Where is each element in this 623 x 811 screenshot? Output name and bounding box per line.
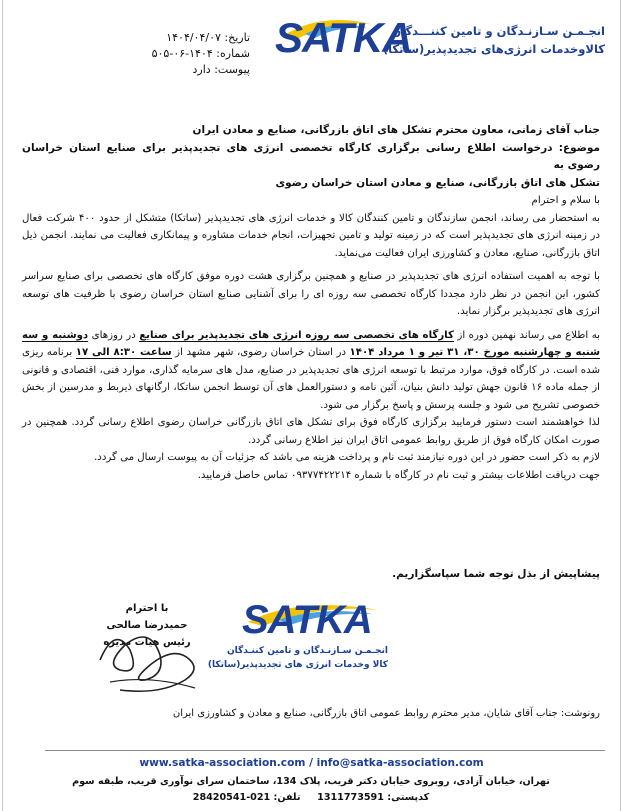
greeting: با سلام و احترام bbox=[531, 195, 600, 206]
footer-divider bbox=[45, 750, 605, 751]
paragraph-announcement bbox=[22, 327, 600, 415]
number-label: شماره: bbox=[216, 47, 250, 60]
paragraph-intro: به استحضار می رساند، انجمن سازندگان و تامین کنندگان کالا و خدمات انرژی های تجدیدپذیر (ساتکا) متشکل از حدود ۴۰۰ شرکت فعال در زمینه انرژی های تجدیدپذیر است که در زمینه تولید و تامین تجهیزات، انجام خدمات مشاوره و پیمانکاری فعالیت می نمایند. انجمن ذیل اتاق بازرگانی، صنایع، معادن و کشاورزی ایران فعالیت می‌نماید. bbox=[22, 212, 601, 259]
footer-address-block bbox=[22, 774, 600, 806]
p3-workshop-hours: ساعت ۸:۳۰ الی ۱۷ bbox=[75, 347, 172, 358]
p3-text-g: برنامه ریزی شده است. در کارگاه فوق، موارد مرتبط با توسعه انرژی های تجدیدپذیر در صنایع، مدل های سرمایه گذاری، موارد فنی، اقتصادی و قانونی از جمله ماده ۱۶ قانون جهش تولید دانش بنیان، آئین نامه و دستورالعمل های آن توسط انجمن ساتکا، ارگانهای ذیربط و مدرسین از بخش خصوصی تشریح می شود و جلسه پرسش و پاسخ برگزار می شود. bbox=[22, 347, 601, 411]
phone-label: تلفن: bbox=[273, 792, 301, 803]
p3-workshop-title: کارگاه های تخصصی سه روزه انرژی های تجدیدپذیر برای صنایع bbox=[139, 329, 454, 341]
attachment-value: دارد bbox=[192, 63, 211, 76]
postal-label: کدپستی: bbox=[387, 792, 430, 803]
number-value: ۱۴۰۴-۰۶-۵۰۵ bbox=[151, 47, 213, 60]
signature-title: رئیس هیات مدیره bbox=[103, 637, 191, 648]
footer-contact-row bbox=[22, 790, 600, 806]
p3-workshop-dates: دوشنبه و سه شنبه و چهارشنبه مورخ ۳۰، ۳۱ تیر و ۱ مرداد ۱۴۰۴ bbox=[22, 329, 601, 358]
paragraph-registration: لازم به ذکر است حضور در این دوره نیازمند ثبت نام و پرداخت هزینه می باشد که جزئیات آن به پیوست ارسال می گردد. bbox=[94, 452, 600, 463]
paragraph-request: لذا خواهشمند است دستور فرمایید برگزاری کارگاه فوق برای تشکل های اتاق بازرگانی خراسان رضوی اطلاع رسانی گردد. همچنین در صورت امکان کارگاه فوق از طریق روابط عمومی اتاق ایران نیز اطلاع رسانی گردد. bbox=[22, 417, 600, 446]
paragraph-background: با توجه به اهمیت استفاده انرژی های تجدیدپذیر در صنایع و همچنین برگزاری هشت دوره موفق کارگاه های تخصصی برای صنایع سراسر کشور، این انجمن در نظر دارد مجددا کارگاه تخصصی سه روزه ای را برای آشنایی صنایع استان خراسان رضوی با ظرفیت های توسعه انرژی های تجدیدپذیر برگزار نماید. bbox=[22, 271, 600, 317]
date-row bbox=[70, 30, 250, 46]
phone-value: 021-28420541 bbox=[192, 792, 271, 803]
logo-wordmark: SATKA bbox=[275, 14, 412, 61]
paragraph-contact: جهت دریافت اطلاعات بیشتر و ثبت نام در کارگاه با شماره ۰۹۳۷۷۴۲۲۲۱۴ تماس حاصل فرمایید. bbox=[197, 469, 600, 481]
stamp-logo bbox=[207, 598, 398, 678]
footer-address: تهران، خیابان آزادی، روبروی خیابان دکتر قریب، پلاک 134، ساختمان سرای نوآوری قریب، طبقه سوم bbox=[72, 776, 550, 787]
subject-line2: تشکل های اتاق بازرگانی، صنایع و معادن استان خراسان رضوی bbox=[275, 176, 600, 189]
footer-web-email[interactable]: www.satka-association.com / info@satka-association.com bbox=[139, 757, 484, 769]
stamp-line1: انجـمـن سـازنـدگان و تامین کننـدگان bbox=[226, 646, 388, 656]
p3-text-a: به اطلاع می رساند نهمین دوره از bbox=[453, 329, 600, 341]
org-name-line1: انجـمـن سـازنـدگان و تامین کننـــدگان bbox=[391, 24, 605, 38]
letter-meta bbox=[70, 30, 250, 78]
letter-body bbox=[22, 122, 600, 484]
addressee: جناب آقای زمانی، معاون محترم تشکل های اتاق بازرگانی، صنایع و معادن ایران bbox=[192, 124, 600, 136]
stamp-wordmark: SATKA bbox=[242, 598, 372, 642]
closing-line: پیشاپیش از بذل توجه شما سپاسگزاریم. bbox=[392, 568, 600, 580]
postal-value: 1311773591 bbox=[317, 792, 384, 803]
signature-name: حمیدرضا صالحی bbox=[106, 620, 188, 631]
date-value: ۱۴۰۴/۰۴/۰۷ bbox=[166, 31, 221, 44]
attachment-label: پیوست: bbox=[214, 63, 250, 76]
attachment-row bbox=[70, 62, 250, 78]
stamp-line2: کالا وخدمات انرژی های تجدیدپذیر(ساتکا) bbox=[207, 660, 388, 670]
org-name-line2: کالاوخدمات انرژی‌های تجدیدپذیر(ساتکا) bbox=[382, 42, 605, 56]
cc-line: رونوشت: جناب آقای شایان، مدیر محترم روابط عمومی اتاق بازرگانی، صنایع و معادن و کشاورزی ایران bbox=[172, 708, 600, 719]
signature-regards: با احترام bbox=[125, 603, 169, 614]
number-row bbox=[70, 46, 250, 62]
header-logo bbox=[275, 14, 605, 72]
date-label: تاریخ: bbox=[224, 31, 250, 44]
handwritten-signature-icon bbox=[90, 620, 210, 700]
p3-text-e: در استان خراسان رضوی، شهر مشهد از bbox=[171, 347, 350, 358]
p3-text-c: در روزهای bbox=[88, 329, 140, 341]
subject-line1: موضوع: درخواست اطلاع رسانی برگزاری کارگاه تخصصی انرژی های تجدیدپذیر برای صنایع استان خراسان رضوی به bbox=[22, 141, 600, 171]
